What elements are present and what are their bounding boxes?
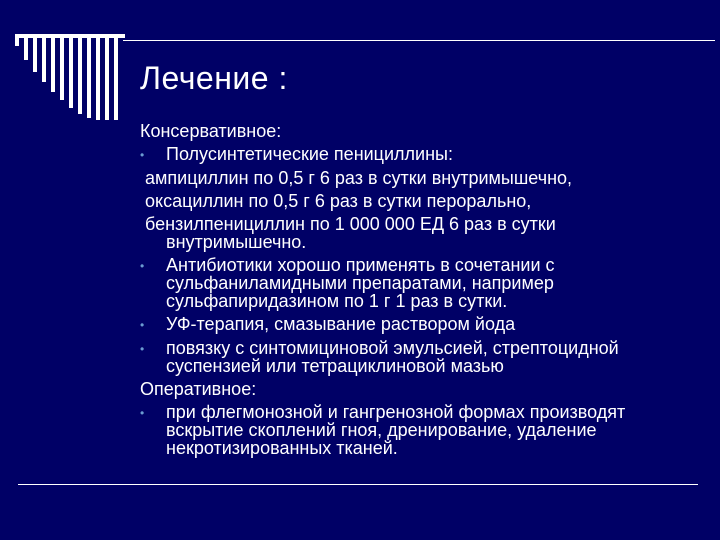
bullet-icon: • [140, 406, 145, 420]
bullet-operative [140, 403, 700, 457]
bullet-penicillins [140, 145, 700, 164]
bullet-text: УФ-терапия, смазывание раствором йода [166, 314, 516, 334]
bullet-icon: • [140, 318, 145, 332]
operative-heading: Оперативное: [140, 379, 257, 399]
bullet-text: вскрытие скоплений гноя, дренирование, удаление [166, 420, 597, 440]
bullet-text: Полусинтетические пенициллины: [166, 144, 453, 164]
bullet-icon: • [140, 259, 145, 273]
bullet-icon: • [140, 148, 145, 162]
bullet-bandage [140, 339, 700, 375]
title-divider [123, 40, 715, 41]
bullet-text: сульфапиридазином по 1 г 1 раз в сутки. [166, 291, 508, 311]
bottom-divider [18, 484, 698, 485]
bullet-antibiotics [140, 256, 700, 310]
bullet-uv-therapy [140, 315, 700, 334]
bullet-text: Антибиотики хорошо применять в сочетании с [166, 255, 555, 275]
conservative-heading: Консервативное: [140, 121, 282, 141]
slide-title: Лечение : [140, 60, 288, 96]
drug-line: оксациллин по 0,5 г 6 раз в сутки перорально, [145, 191, 532, 211]
drug-line: бензилпенициллин по 1 000 000 ЕД 6 раз в сутки [145, 214, 556, 234]
decorative-stripes [15, 34, 125, 120]
drug-line-continued: внутримышечно. [166, 232, 307, 252]
drug-line: ампициллин по 0,5 г 6 раз в сутки внутримышечно, [145, 168, 573, 188]
bullet-text: сульфаниламидными препаратами, например [166, 273, 554, 293]
bullet-text: при флегмонозной и гангренозной формах производят [166, 402, 626, 422]
bullet-icon: • [140, 342, 145, 356]
bullet-text: суспензией или тетрациклиновой мазью [166, 356, 504, 376]
bullet-text: некротизированных тканей. [166, 438, 398, 458]
slide-content [140, 122, 700, 462]
bullet-text: повязку с синтомициновой эмульсией, стрептоцидной [166, 338, 619, 358]
